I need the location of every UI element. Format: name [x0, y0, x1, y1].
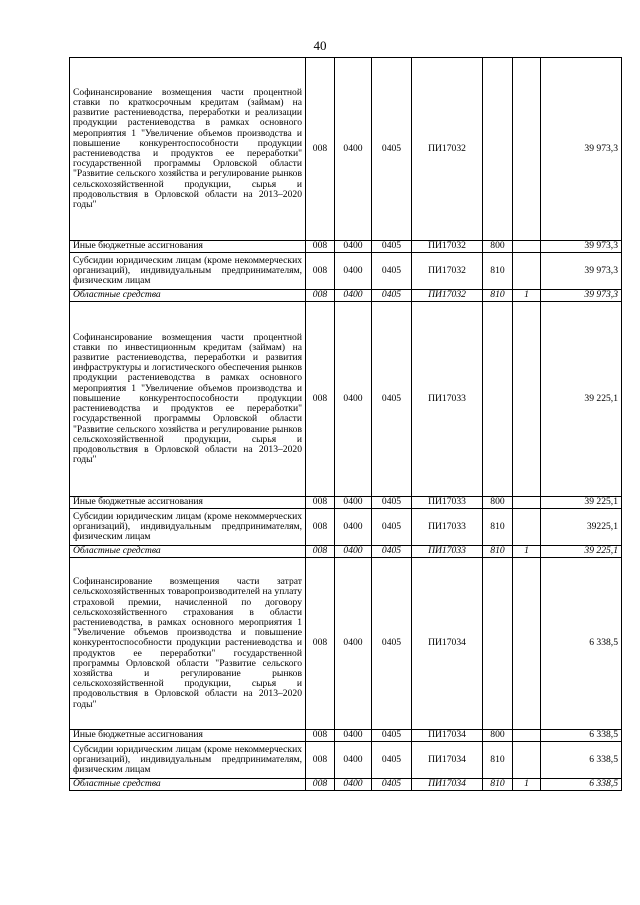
section-code: 0400 [335, 241, 372, 253]
amount: 39225,1 [541, 509, 622, 546]
funding-source-code [513, 241, 541, 253]
ministry-code: 008 [306, 779, 335, 791]
table-row [70, 558, 622, 730]
ministry-code: 008 [306, 730, 335, 742]
target-article-code: ПИ17032 [412, 253, 483, 290]
subsection-code: 0405 [372, 730, 412, 742]
ministry-code: 008 [306, 290, 335, 302]
expense-type-code: 810 [483, 509, 513, 546]
expense-type-code: 810 [483, 253, 513, 290]
target-article-code: ПИ17032 [412, 290, 483, 302]
section-code: 0400 [335, 730, 372, 742]
amount: 39 973,3 [541, 253, 622, 290]
section-code: 0400 [335, 497, 372, 509]
section-code: 0400 [335, 302, 372, 497]
table-row [70, 546, 622, 558]
ministry-code: 008 [306, 241, 335, 253]
subsection-code: 0405 [372, 58, 412, 241]
funding-source-code [513, 509, 541, 546]
row-description: Областные средства [70, 290, 306, 302]
target-article-code: ПИ17033 [412, 546, 483, 558]
target-article-code: ПИ17033 [412, 509, 483, 546]
amount: 39 225,1 [541, 546, 622, 558]
funding-source-code: 1 [513, 546, 541, 558]
expense-type-code: 800 [483, 241, 513, 253]
table-row [70, 779, 622, 791]
section-code: 0400 [335, 558, 372, 730]
row-description: Софинансирование возмещения части процентной ставки по инвестиционным кредитам (займам) на развитие растениеводства, переработки и развития инфраструктуры и логистического обеспечения рынков продукции растениеводства в рамках основного мероприятия 1 "Увеличение объемов производства и повышение конкурентоспособности продукции растениеводства и продуктов ее переработки" государственной программы Орловской области "Развитие сельского хозяйства и регулирование рынков сельскохозяйственной продукции, сырья и продовольствия в Орловской области на 2013–2020 годы" [70, 302, 306, 497]
funding-source-code [513, 497, 541, 509]
row-description: Софинансирование возмещения части процентной ставки по краткосрочным кредитам (займам) на развитие растениеводства, переработки и реализации продукции растениеводства в рамках основного мероприятия 1 "Увеличение объемов производства и повышение конкурентоспособности продукции растениеводства и продуктов ее переработки" государственной программы Орловской области "Развитие сельского хозяйства и регулирование рынков сельскохозяйственной продукции, сырья и продовольствия в Орловской области на 2013–2020 годы" [70, 58, 306, 241]
funding-source-code: 1 [513, 290, 541, 302]
amount: 39 973,3 [541, 241, 622, 253]
amount: 39 225,1 [541, 302, 622, 497]
subsection-code: 0405 [372, 241, 412, 253]
subsection-code: 0405 [372, 558, 412, 730]
amount: 6 338,5 [541, 742, 622, 779]
subsection-code: 0405 [372, 779, 412, 791]
table-row [70, 241, 622, 253]
row-description: Иные бюджетные ассигнования [70, 730, 306, 742]
table-row [70, 730, 622, 742]
ministry-code: 008 [306, 509, 335, 546]
expense-type-code: 800 [483, 730, 513, 742]
subsection-code: 0405 [372, 290, 412, 302]
funding-source-code [513, 302, 541, 497]
funding-source-code [513, 730, 541, 742]
funding-source-code [513, 742, 541, 779]
section-code: 0400 [335, 742, 372, 779]
expense-type-code [483, 58, 513, 241]
section-code: 0400 [335, 509, 372, 546]
budget-table-body [70, 58, 622, 791]
section-code: 0400 [335, 546, 372, 558]
row-description: Субсидии юридическим лицам (кроме некоммерческих организаций), индивидуальным предпринимателям, физическим лицам [70, 509, 306, 546]
target-article-code: ПИ17034 [412, 779, 483, 791]
ministry-code: 008 [306, 558, 335, 730]
table-row [70, 302, 622, 497]
ministry-code: 008 [306, 253, 335, 290]
budget-table [69, 57, 622, 791]
expense-type-code: 800 [483, 497, 513, 509]
amount: 6 338,5 [541, 730, 622, 742]
ministry-code: 008 [306, 302, 335, 497]
expense-type-code: 810 [483, 546, 513, 558]
section-code: 0400 [335, 779, 372, 791]
page-number: 40 [313, 38, 327, 53]
subsection-code: 0405 [372, 742, 412, 779]
expense-type-code: 810 [483, 779, 513, 791]
target-article-code: ПИ17033 [412, 302, 483, 497]
ministry-code: 008 [306, 546, 335, 558]
subsection-code: 0405 [372, 253, 412, 290]
section-code: 0400 [335, 290, 372, 302]
subsection-code: 0405 [372, 497, 412, 509]
funding-source-code: 1 [513, 779, 541, 791]
table-row [70, 497, 622, 509]
amount: 39 973,3 [541, 58, 622, 241]
row-description: Иные бюджетные ассигнования [70, 241, 306, 253]
amount: 6 338,5 [541, 779, 622, 791]
expense-type-code: 810 [483, 742, 513, 779]
target-article-code: ПИ17032 [412, 58, 483, 241]
row-description: Софинансирование возмещения части затрат сельскохозяйственных товаропроизводителей на уплату страховой премии, начисленной по договору сельскохозяйственного страхования в области растениеводства, в рамках основного мероприятия 1 "Увеличение объемов производства и повышение конкурентоспособности продукции растениеводства и продуктов ее переработки" государственной программы Орловской области "Развитие сельского хозяйства и регулирование рынков сельскохозяйственной продукции, сырья и продовольствия в Орловской области на 2013–2020 годы" [70, 558, 306, 730]
expense-type-code [483, 302, 513, 497]
funding-source-code [513, 58, 541, 241]
ministry-code: 008 [306, 742, 335, 779]
section-code: 0400 [335, 58, 372, 241]
ministry-code: 008 [306, 497, 335, 509]
table-row [70, 290, 622, 302]
target-article-code: ПИ17033 [412, 497, 483, 509]
row-description: Иные бюджетные ассигнования [70, 497, 306, 509]
row-description: Областные средства [70, 779, 306, 791]
table-row [70, 58, 622, 241]
funding-source-code [513, 253, 541, 290]
ministry-code: 008 [306, 58, 335, 241]
funding-source-code [513, 558, 541, 730]
table-row [70, 509, 622, 546]
row-description: Областные средства [70, 546, 306, 558]
target-article-code: ПИ17034 [412, 558, 483, 730]
target-article-code: ПИ17032 [412, 241, 483, 253]
subsection-code: 0405 [372, 302, 412, 497]
row-description: Субсидии юридическим лицам (кроме некоммерческих организаций), индивидуальным предпринимателям, физическим лицам [70, 742, 306, 779]
target-article-code: ПИ17034 [412, 730, 483, 742]
amount: 6 338,5 [541, 558, 622, 730]
subsection-code: 0405 [372, 546, 412, 558]
subsection-code: 0405 [372, 509, 412, 546]
table-row [70, 742, 622, 779]
row-description: Субсидии юридическим лицам (кроме некоммерческих организаций), индивидуальным предпринимателям, физическим лицам [70, 253, 306, 290]
section-code: 0400 [335, 253, 372, 290]
amount: 39 225,1 [541, 497, 622, 509]
expense-type-code: 810 [483, 290, 513, 302]
table-row [70, 253, 622, 290]
expense-type-code [483, 558, 513, 730]
amount: 39 973,3 [541, 290, 622, 302]
target-article-code: ПИ17034 [412, 742, 483, 779]
